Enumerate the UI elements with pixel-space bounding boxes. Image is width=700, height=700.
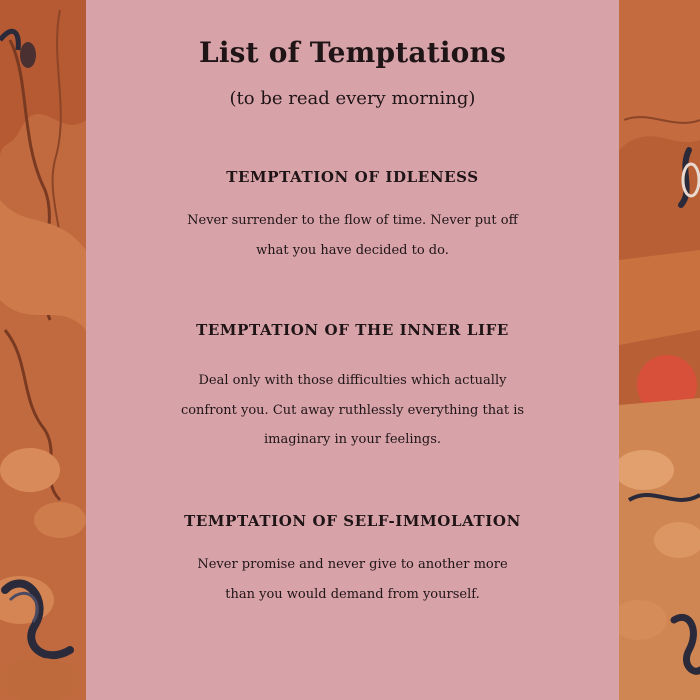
section-body-inner-life — [146, 366, 559, 455]
body-line: Never surrender to the flow of time. Never put off — [187, 213, 518, 228]
left-painting-border — [0, 0, 86, 700]
text-panel — [86, 0, 619, 700]
section-heading-inner-life: TEMPTATION OF THE INNER LIFE — [196, 321, 509, 339]
section-body-self-immolation — [146, 550, 559, 609]
right-painting-border — [619, 0, 700, 700]
painted-landscape-left-image — [0, 0, 86, 700]
body-line: what you have decided to do. — [256, 242, 449, 258]
section-heading-self-immolation: TEMPTATION OF SELF-IMMOLATION — [184, 512, 521, 530]
section-body-idleness — [146, 206, 559, 265]
body-line: Never promise and never give to another more — [197, 557, 508, 572]
section-heading-idleness: TEMPTATION OF IDLENESS — [226, 168, 479, 186]
painted-landscape-right-image — [619, 0, 700, 700]
page-title: List of Temptations — [198, 36, 507, 69]
body-line: Deal only with those difficulties which actually — [198, 373, 507, 388]
page-subtitle: (to be read every morning) — [229, 88, 476, 109]
body-line: than you would demand from yourself. — [225, 586, 480, 602]
body-line: imaginary in your feelings. — [263, 432, 442, 447]
body-line: confront you. Cut away ruthlessly everything that is — [180, 402, 525, 418]
